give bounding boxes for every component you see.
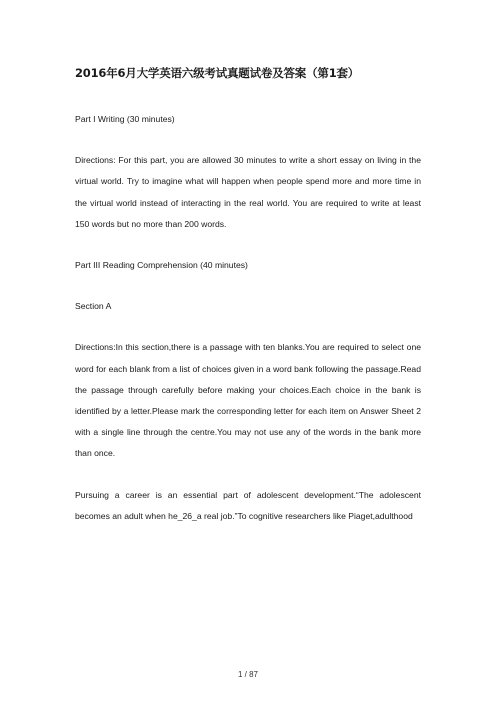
document-title: 2016年6月大学英语六级考试真题试卷及答案（第1套） [75, 66, 360, 80]
part1-heading: Part I Writing (30 minutes) [75, 114, 175, 124]
section-heading: Section A [75, 301, 112, 312]
passage-paragraph: Pursuing a career is an essential part of adolescent development.“The adolescent becomes an adult when he_26_a real job.”To cognitive researchers like Piaget,adulthood [75, 489, 421, 521]
page-content [75, 64, 421, 527]
page-number: 1 / 87 [237, 670, 258, 679]
part1-directions: Directions: For this part, you are allowed 30 minutes to write a short essay on living in the virtual world. Try to imagine what will happen when people spend more and more time in the virtual world instead of interacting in the real world. You are required to write at least 150 words but no more than 200 words. [75, 155, 421, 229]
part3-heading: Part III Reading Comprehension (40 minutes) [75, 260, 248, 271]
section-directions: Directions:In this section,there is a passage with ten blanks.You are required to select one word for each blank from a list of choices given in a word bank following the passage.Read the passage through carefully before making your choices.Each choice in the bank is identified by a letter.Please mark the corresponding letter for each item on Answer Sheet 2 with a single line through the centre.You may not use any of the words in the bank more than once. [75, 342, 421, 459]
